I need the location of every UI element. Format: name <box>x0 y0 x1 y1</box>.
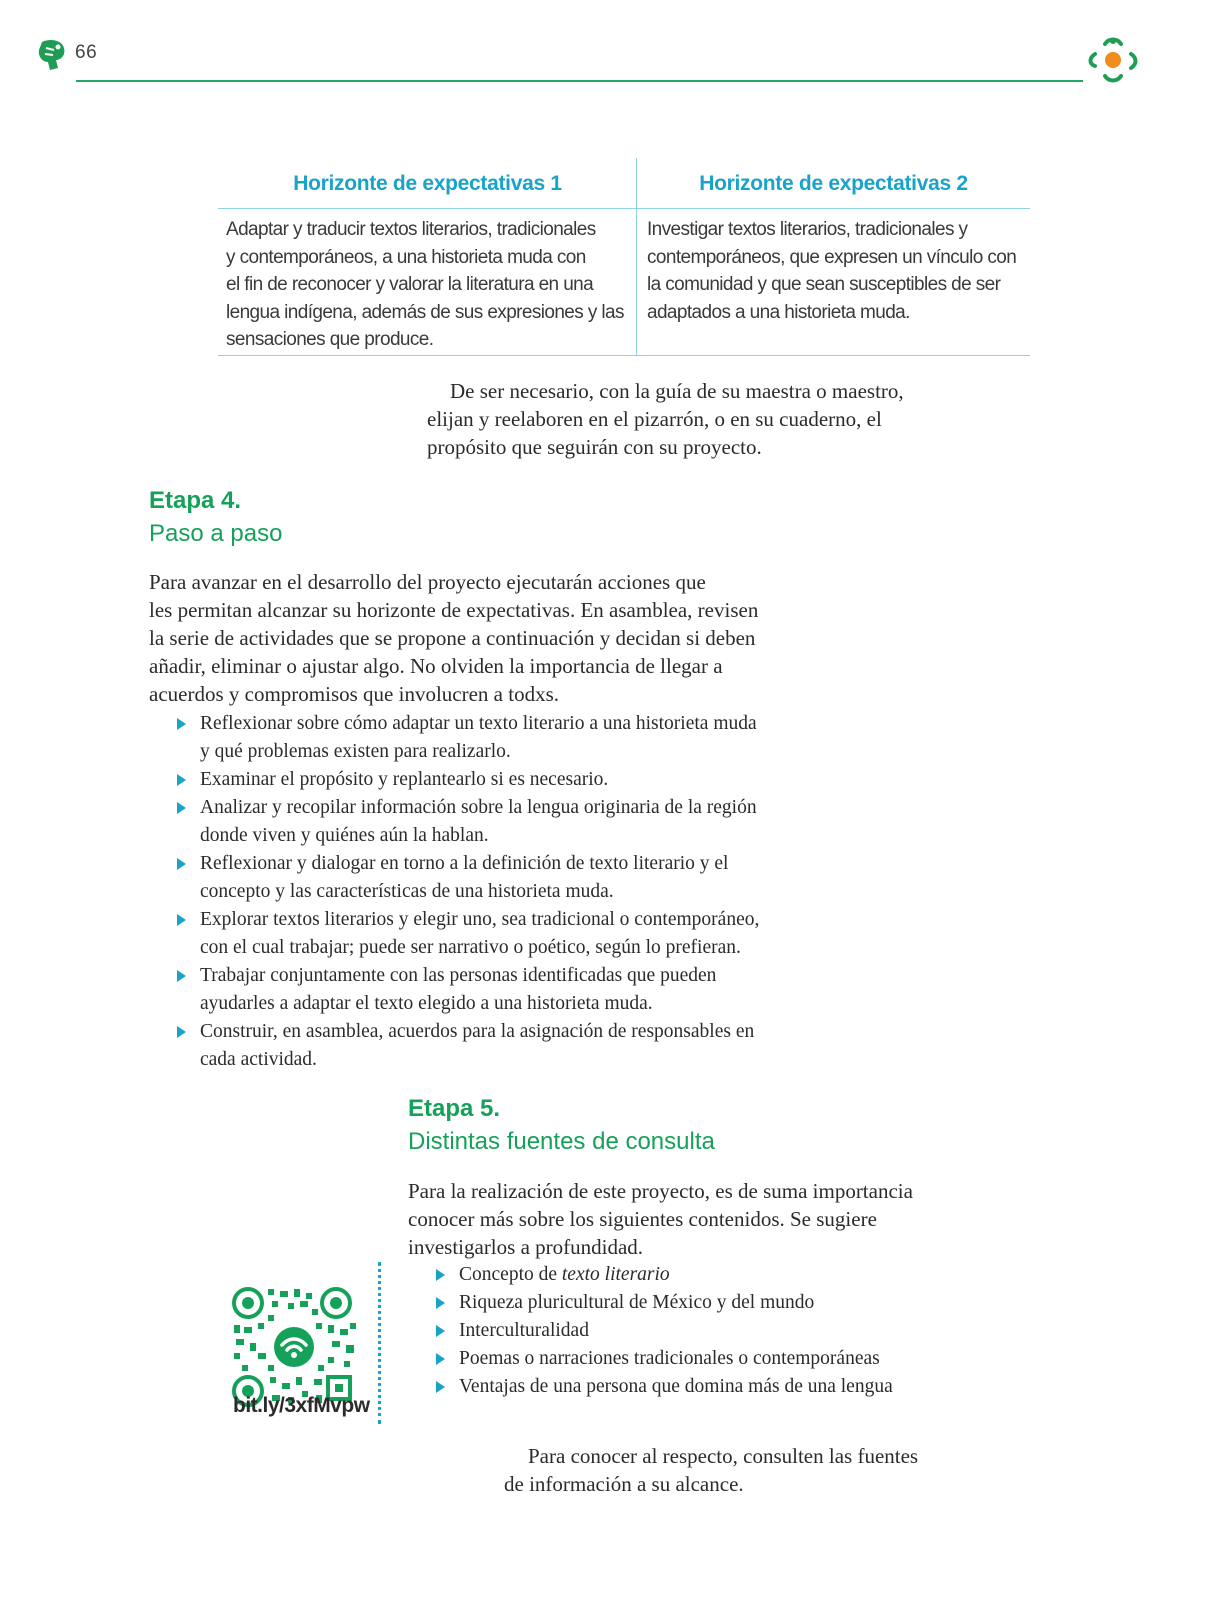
list-item-line: Trabajar conjuntamente con las personas identificadas que pueden <box>200 965 717 986</box>
etapa-4-activity-list <box>174 710 834 1074</box>
list-item-line: y qué problemas existen para realizarlo. <box>200 741 511 762</box>
list-item-line: concepto y las características de una historieta muda. <box>200 881 614 902</box>
qr-short-link[interactable]: bit.ly/3xfMvpw <box>233 1394 370 1417</box>
bullet-triangle-icon <box>177 858 186 870</box>
etapa-4-subtitle: Paso a paso <box>149 520 283 547</box>
bullet-triangle-icon <box>177 970 186 982</box>
list-item-line: donde viven y quiénes aún la hablan. <box>200 825 489 846</box>
bullet-triangle-icon <box>436 1325 445 1337</box>
closing-paragraph-cont <box>504 1470 744 1498</box>
column-body-1 <box>226 216 630 354</box>
etapa-5-paragraph <box>408 1177 988 1261</box>
header-rule <box>76 80 1083 82</box>
list-item <box>174 906 834 962</box>
column-1-line: Adaptar y traducir textos literarios, tradicionales <box>226 219 596 240</box>
list-item-line: Examinar el propósito y replantearlo si es necesario. <box>200 769 609 790</box>
etapa-4-title: Etapa 4. <box>149 487 242 514</box>
column-heading-1: Horizonte de expectativas 1 <box>293 172 562 195</box>
etapa-5-line: conocer más sobre los siguientes contenidos. Se sugiere <box>408 1207 877 1231</box>
column-1-line: lengua indígena, además de sus expresiones y las <box>226 301 624 323</box>
list-item-line: Construir, en asamblea, acuerdos para la asignación de responsables en <box>200 1021 755 1042</box>
list-item-line: Interculturalidad <box>459 1320 589 1341</box>
list-item <box>433 1345 993 1373</box>
bullet-triangle-icon <box>436 1269 445 1281</box>
column-1-line: sensaciones que produce. <box>226 329 434 350</box>
leaf-glyph-icon <box>36 38 68 72</box>
column-heading-2: Horizonte de expectativas 2 <box>699 172 968 195</box>
column-1-line: el fin de reconocer y valorar la literatura en una <box>226 274 594 295</box>
intro-paragraph <box>450 377 904 405</box>
etapa-4-line: añadir, eliminar o ajustar algo. No olviden la importancia de llegar a <box>149 654 723 678</box>
column-divider <box>636 158 637 356</box>
list-item-line: Reflexionar sobre cómo adaptar un texto literario a una historieta muda <box>200 713 757 734</box>
etapa-5-line: Para la realización de este proyecto, es de suma importancia <box>408 1179 913 1203</box>
topic-prefix: Concepto de <box>459 1264 562 1285</box>
list-item <box>174 850 834 906</box>
list-item-line: Reflexionar y dialogar en torno a la definición de texto literario y el <box>200 853 729 874</box>
etapa-4-line: Para avanzar en el desarrollo del proyecto ejecutarán acciones que <box>149 570 706 594</box>
community-emblem-icon <box>1085 32 1141 88</box>
bullet-triangle-icon <box>436 1381 445 1393</box>
etapa-4-heading <box>149 484 282 550</box>
topic-italic-term: texto literario <box>561 1264 670 1285</box>
list-item-line: Analizar y recopilar información sobre la lengua originaria de la región <box>200 797 757 818</box>
list-item-line: Riqueza pluricultural de México y del mundo <box>459 1292 815 1313</box>
column-2-line: contemporáneos, que expresen un vínculo con <box>647 246 1017 268</box>
page-number: 66 <box>75 42 98 63</box>
list-item-line <box>459 1261 993 1289</box>
list-item <box>174 1018 834 1074</box>
bullet-triangle-icon <box>436 1297 445 1309</box>
expectations-column-1 <box>218 158 637 356</box>
bullet-triangle-icon <box>177 802 186 814</box>
list-item <box>174 794 834 850</box>
closing-line: de información a su alcance. <box>504 1472 744 1496</box>
etapa-5-topic-list <box>433 1261 993 1401</box>
etapa-4-line: les permitan alcanzar su horizonte de expectativas. En asamblea, revisen <box>149 598 759 622</box>
intro-paragraph-cont <box>427 405 882 461</box>
list-item <box>433 1373 993 1401</box>
list-item <box>174 710 834 766</box>
list-item <box>174 766 834 794</box>
etapa-4-line: acuerdos y compromisos que involucren a todxs. <box>149 682 559 706</box>
column-2-line: adaptados a una historieta muda. <box>647 301 910 323</box>
list-item <box>174 962 834 1018</box>
table-header-rule <box>218 208 1030 209</box>
list-item <box>433 1289 993 1317</box>
etapa-5-subtitle: Distintas fuentes de consulta <box>408 1128 715 1155</box>
bullet-triangle-icon <box>436 1353 445 1365</box>
list-item <box>433 1261 993 1289</box>
list-item-line: Poemas o narraciones tradicionales o contemporáneas <box>459 1348 880 1369</box>
etapa-5-heading <box>408 1092 715 1158</box>
etapa-5-title: Etapa 5. <box>408 1095 501 1122</box>
expectations-table <box>218 158 1030 356</box>
closing-paragraph <box>528 1442 918 1470</box>
intro-line: propósito que seguirán con su proyecto. <box>427 435 762 459</box>
etapa-4-paragraph <box>149 568 829 708</box>
table-bottom-rule <box>218 355 1030 356</box>
etapa-4-line: la serie de actividades que se propone a continuación y decidan si deben <box>149 626 756 650</box>
list-item-line: ayudarles a adaptar el texto elegido a una historieta muda. <box>200 993 653 1014</box>
expectations-column-2 <box>637 158 1030 356</box>
bullet-triangle-icon <box>177 718 186 730</box>
column-body-2 <box>647 216 1025 326</box>
column-1-line: y contemporáneos, a una historieta muda con <box>226 246 586 268</box>
qr-dotted-divider <box>378 1262 381 1424</box>
intro-line: De ser necesario, con la guía de su maestra o maestro, <box>450 379 904 403</box>
etapa-5-line: investigarlos a profundidad. <box>408 1235 644 1259</box>
list-item-line: cada actividad. <box>200 1049 317 1070</box>
list-item-line: Explorar textos literarios y elegir uno, sea tradicional o contemporáneo, <box>200 909 760 930</box>
intro-line: elijan y reelaboren en el pizarrón, o en su cuaderno, el <box>427 407 882 431</box>
list-item <box>433 1317 993 1345</box>
column-2-line: la comunidad y que sean susceptibles de ser <box>647 274 1001 295</box>
list-item-line: con el cual trabajar; puede ser narrativo o poético, según lo prefieran. <box>200 937 741 958</box>
bullet-triangle-icon <box>177 914 186 926</box>
column-2-line: Investigar textos literarios, tradicionales y <box>647 219 968 240</box>
closing-line: Para conocer al respecto, consulten las fuentes <box>528 1444 919 1468</box>
bullet-triangle-icon <box>177 774 186 786</box>
bullet-triangle-icon <box>177 1026 186 1038</box>
list-item-line: Ventajas de una persona que domina más de una lengua <box>459 1376 893 1397</box>
